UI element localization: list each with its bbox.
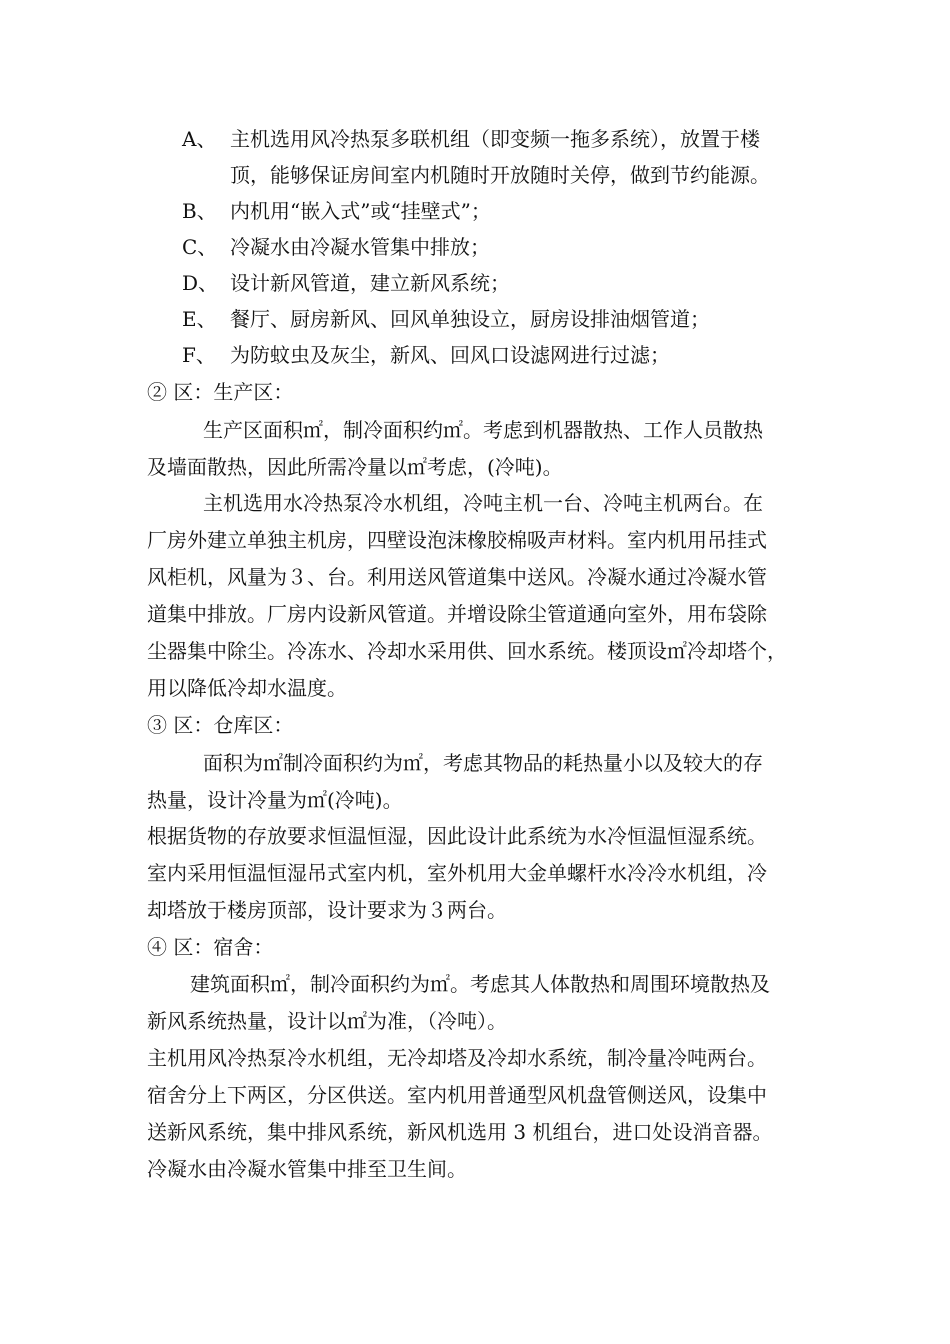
- list-text: 为防蚊虫及灰尘，新风、回风口设滤网进行过滤；: [230, 343, 670, 367]
- zone4-heading: ④ 区：宿舍：: [147, 935, 274, 959]
- list-letter: E、: [182, 307, 217, 331]
- zone2-para2-line: 道集中排放。厂房内设新风管道。并增设除尘管道通向室外，用布袋除: [147, 602, 767, 626]
- list-letter: F、: [182, 343, 216, 367]
- list-letter: D、: [182, 271, 219, 295]
- list-letter: C、: [182, 235, 218, 259]
- zone2-para1-line: 生产区面积㎡，制冷面积约㎡。考虑到机器散热、工作人员散热: [203, 418, 763, 442]
- zone4-para2-line: 送新风系统，集中排风系统，新风机选用 3 机组台，进口处设消音器。: [147, 1120, 773, 1144]
- zone2-para2-line: 尘器集中除尘。冷冻水、冷却水采用供、回水系统。楼顶设㎡冷却塔个，: [147, 639, 787, 663]
- zone4-para1-line: 建筑面积㎡，制冷面积约为㎡。考虑其人体散热和周围环境散热及: [190, 972, 770, 996]
- list-item-b: [182, 199, 491, 223]
- list-letter: A、: [182, 127, 217, 151]
- list-item-f: [182, 343, 670, 367]
- zone4-para1-line: 新风系统热量，设计以㎡为准，（冷吨）。: [147, 1009, 507, 1033]
- zone3-heading: ③ 区：仓库区：: [147, 713, 294, 737]
- zone2-heading: ② 区：生产区：: [147, 380, 294, 404]
- list-item-a-second-line: 顶，能够保证房间室内机随时开放随时关停，做到节约能源。: [230, 163, 770, 187]
- list-text: 设计新风管道，建立新风系统；: [230, 271, 510, 295]
- list-text: 餐厅、厨房新风、回风单独设立，厨房设排油烟管道；: [230, 307, 710, 331]
- list-text: 冷凝水由冷凝水管集中排放；: [230, 235, 490, 259]
- zone4-para2-line: 主机用风冷热泵冷水机组，无冷却塔及冷却水系统，制冷量冷吨两台。: [147, 1046, 767, 1070]
- list-text: 内机用“嵌入式”或“挂壁式”；: [230, 199, 491, 223]
- zone3-para1-line: 面积为㎡制冷面积约为㎡，考虑其物品的耗热量小以及较大的存: [203, 751, 763, 775]
- list-item-a-first-line: [182, 127, 760, 151]
- zone4-para2-line: 宿舍分上下两区，分区供送。室内机用普通型风机盘管侧送风，设集中: [147, 1083, 767, 1107]
- zone3-para2-line: 却塔放于楼房顶部，设计要求为３两台。: [147, 898, 507, 922]
- zone2-para2-line: 主机选用水冷热泵冷水机组，冷吨主机一台、冷吨主机两台。在: [203, 491, 763, 515]
- zone2-para2-line: 厂房外建立单独主机房，四壁设泡沫橡胶棉吸声材料。室内机用吊挂式: [147, 528, 767, 552]
- list-letter: B、: [182, 199, 217, 223]
- zone2-para2-line: 用以降低冷却水温度。: [147, 676, 347, 700]
- list-item-c: [182, 235, 490, 259]
- zone3-para2-line: 室内采用恒温恒湿吊式室内机，室外机用大金单螺杆水冷冷水机组，冷: [147, 861, 767, 885]
- zone3-para1-line: 热量，设计冷量为㎡(冷吨)。: [147, 788, 403, 812]
- list-text: 主机选用风冷热泵多联机组（即变频一拖多系统），放置于楼: [230, 127, 760, 151]
- zone4-para2-line: 冷凝水由冷凝水管集中排至卫生间。: [147, 1157, 467, 1181]
- list-item-d: [182, 271, 510, 295]
- zone2-para2-line: 风柜机，风量为３、台。利用送风管道集中送风。冷凝水通过冷凝水管: [147, 565, 767, 589]
- zone3-para2-line: 根据货物的存放要求恒温恒湿，因此设计此系统为水冷恒温恒湿系统。: [147, 824, 767, 848]
- list-item-e: [182, 307, 710, 331]
- zone2-para1-line: 及墙面散热，因此所需冷量以㎡考虑，(冷吨)。: [147, 455, 563, 479]
